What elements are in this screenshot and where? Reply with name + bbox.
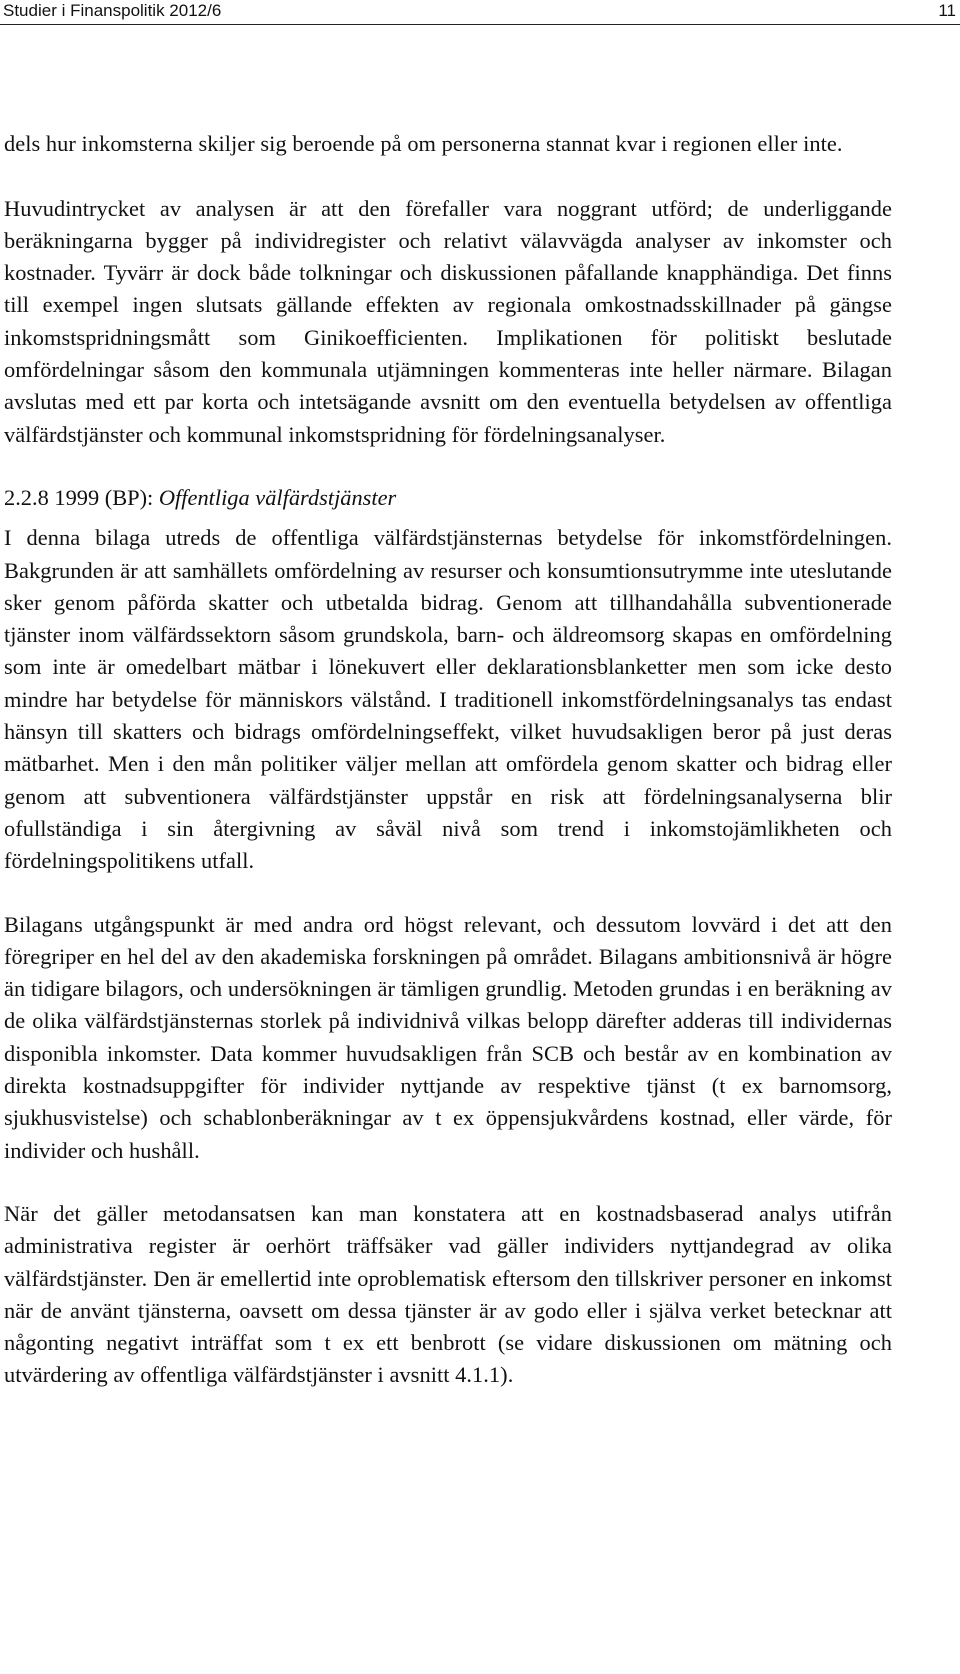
section-title: Offentliga välfärdstjänster: [158, 484, 397, 510]
page-number: 11: [938, 1, 956, 20]
paragraph: När det gäller metodansatsen kan man konstatera att en kostnadsbaserad analys utifrån administrativa register är oerhört träffsäker vad gäller individers nyttjandegrad av olika välfärdstjänster. Den är emellertid inte oproblematisk eftersom den tillskriver personer en inkomst när de använt tjänsterna, oavsett om dessa tjänster är av godo eller i själva verket betecknar att någonting negativt inträffat som t ex ett benbrott (se vidare diskussionen om mätning och utvärdering av offentliga välfärdstjänster i avsnitt 4.1.1).: [4, 1200, 892, 1388]
paragraph: I denna bilaga utreds de offentliga välfärdstjänsternas betydelse för inkomstfördelningen. Bakgrunden är att samhällets omfördelning av resurser och konsumtionsutrymme inte uteslutande sker genom påförda skatter och utbetalda bidrag. Genom att tillhandahålla subventionerade tjänster inom välfärdssektorn såsom grundskola, barn- och äldreomsorg skapas en omfördelning som inte är omedelbart mätbar i lönekuvert eller deklarationsblanketter men som icke desto mindre har betydelse för människors välstånd. I traditionell inkomstfördelningsanalys tas endast hänsyn till skatters och bidrags omfördelningseffekt, vilket huvudsakligen beror på just deras mätbarhet. Men i den mån politiker väljer mellan att omfördela genom skatter och bidrag eller genom att subventionera välfärdstjänster uppstår en risk att fördelningsanalyserna blir ofullständiga i sin återgivning av såväl nivå som trend i inkomstojämlikheten och fördelningspolitikens utfall.: [4, 525, 892, 874]
section-heading: [4, 482, 892, 514]
body-text: [4, 128, 892, 1392]
paragraph: Bilagans utgångspunkt är med andra ord högst relevant, och dessutom lovvärd i det att den föregriper en hel del av den akademiska forskningen på området. Bilagans ambitionsnivå är högre än tidigare bilagors, och undersökningen är tämligen grundlig. Metoden grundas i en beräkning av de olika välfärdstjänsternas storlek på individnivå vilkas belopp därefter adderas till individernas disponibla inkomster. Data kommer huvudsakligen från SCB och består av en kombination av direkta kostnadsuppgifter för individer nyttjande av respektive tjänst (t ex barnomsorg, sjukhusvistelse) och schablonberäkningar av t ex öppensjukvårdens kostnad, eller värde, för individer och hushåll.: [4, 911, 892, 1163]
running-header: [0, 0, 960, 25]
paragraph: dels hur inkomsterna skiljer sig beroende på om personerna stannat kvar i regionen eller inte.: [4, 131, 843, 156]
paragraph: Huvudintrycket av analysen är att den förefaller vara noggrant utförd; de underliggande beräkningarna bygger på individregister och relativt välavvägda analyser av inkomster och kostnader. Tyvärr är dock både tolkningar och diskussionen påfallande knapphändiga. Det finns till exempel ingen slutsats gällande effekten av regionala omkostnadsskillnader på gängse inkomstspridningsmått som Ginikoefficienten. Implikationen för politiskt beslutade omfördelningar såsom den kommunala utjämningen kommenteras inte heller närmare. Bilagan avslutas med ett par korta och intetsägande avsnitt om den eventuella betydelsen av offentliga välfärdstjänster och kommunal inkomstspridning för fördelningsanalyser.: [4, 195, 892, 447]
publication-title: Studier i Finanspolitik 2012/6: [3, 1, 222, 20]
section-number: 2.2.8 1999 (BP):: [4, 484, 159, 510]
